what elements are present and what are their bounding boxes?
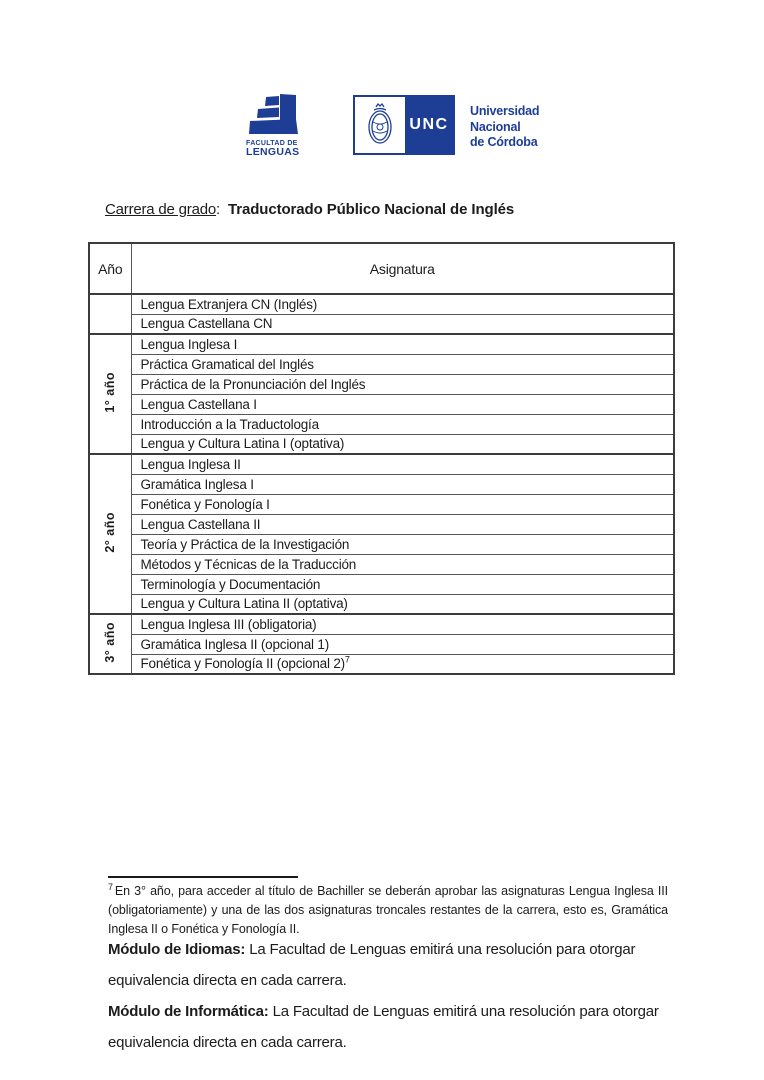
facultad-wordmark-line2: LENGUAS bbox=[246, 146, 300, 159]
modulo-informatica-label: Módulo de Informática: bbox=[108, 1003, 269, 1020]
modulo-idiomas-text: La Facultad de Lenguas emitirá una resolución para otorgar equivalencia directa en cada carrera. bbox=[108, 941, 636, 989]
table-row bbox=[89, 394, 674, 414]
asignatura-cell: Lengua Extranjera CN (Inglés) bbox=[131, 294, 674, 314]
table-row bbox=[89, 594, 674, 614]
facultad-de-lenguas-mark-icon bbox=[246, 94, 304, 138]
asignatura-cell bbox=[131, 654, 674, 674]
table-row bbox=[89, 494, 674, 514]
asignatura-cell: Gramática Inglesa I bbox=[131, 474, 674, 494]
footnote-separator-line bbox=[108, 876, 298, 878]
unc-acronym: UNC bbox=[409, 116, 449, 133]
table-row bbox=[89, 634, 674, 654]
title-label: Carrera de grado bbox=[105, 201, 217, 218]
asignatura-cell: Lengua y Cultura Latina II (optativa) bbox=[131, 594, 674, 614]
asignatura-cell: Introducción a la Traductología bbox=[131, 414, 674, 434]
unc-name-line2: Nacional bbox=[470, 119, 521, 134]
asignatura-cell: Lengua Inglesa I bbox=[131, 334, 674, 354]
year-cell-2 bbox=[89, 454, 131, 614]
facultad-wordmark-line1: FACULTAD DE bbox=[246, 140, 298, 147]
table-row bbox=[89, 334, 674, 354]
table-row bbox=[89, 354, 674, 374]
footnote-marker: 7 bbox=[108, 881, 113, 892]
asignatura-cell: Práctica de la Pronunciación del Inglés bbox=[131, 374, 674, 394]
table-row bbox=[89, 454, 674, 474]
unc-name-line3: de Córdoba bbox=[470, 135, 538, 149]
asignatura-cell: Lengua Inglesa III (obligatoria) bbox=[131, 614, 674, 634]
curriculum-table bbox=[88, 242, 675, 675]
unc-acronym-panel bbox=[405, 97, 453, 153]
asignatura-cell: Lengua Castellana II bbox=[131, 514, 674, 534]
table-row bbox=[89, 374, 674, 394]
unc-name-line1: Universidad bbox=[470, 104, 540, 118]
asignatura-text: Fonética y Fonología II (opcional 2) bbox=[140, 656, 345, 672]
table-row bbox=[89, 534, 674, 554]
footnote-reference: 7 bbox=[344, 654, 350, 665]
asignatura-cell: Práctica Gramatical del Inglés bbox=[131, 354, 674, 374]
facultad-de-lenguas-wordmark bbox=[246, 140, 312, 158]
title-colon: : bbox=[216, 201, 220, 218]
table-row bbox=[89, 474, 674, 494]
year-label-3: 3° año bbox=[103, 622, 118, 663]
year-cell-3 bbox=[89, 614, 131, 674]
modules-section bbox=[108, 934, 664, 1058]
asignatura-cell: Métodos y Técnicas de la Traducción bbox=[131, 554, 674, 574]
asignatura-cell: Terminología y Documentación bbox=[131, 574, 674, 594]
page-title bbox=[105, 201, 514, 218]
asignatura-cell: Lengua Inglesa II bbox=[131, 454, 674, 474]
modulo-idiomas-label: Módulo de Idiomas: bbox=[108, 941, 246, 958]
modulo-idiomas-paragraph bbox=[108, 934, 664, 996]
table-row bbox=[89, 434, 674, 454]
asignatura-cell: Fonética y Fonología I bbox=[131, 494, 674, 514]
table-row bbox=[89, 314, 674, 334]
asignatura-cell: Lengua y Cultura Latina I (optativa) bbox=[131, 434, 674, 454]
modulo-informatica-paragraph bbox=[108, 996, 664, 1058]
year-cell-cn bbox=[89, 294, 131, 334]
unc-name bbox=[470, 104, 539, 151]
facultad-de-lenguas-logo bbox=[246, 94, 312, 158]
title-value: Traductorado Público Nacional de Inglés bbox=[228, 201, 515, 218]
table-row bbox=[89, 294, 674, 314]
asignatura-cell: Lengua Castellana CN bbox=[131, 314, 674, 334]
year-label-2: 2° año bbox=[103, 512, 118, 553]
table-row bbox=[89, 554, 674, 574]
footnote-text bbox=[108, 882, 668, 939]
column-header-year: Año bbox=[89, 243, 131, 294]
unc-crest-icon bbox=[363, 102, 397, 148]
table-row bbox=[89, 614, 674, 634]
asignatura-cell: Teoría y Práctica de la Investigación bbox=[131, 534, 674, 554]
footnote-body: En 3° año, para acceder al título de Bachiller se deberán aprobar las asignaturas Lengua Inglesa III (obligatoriamente) y una de las dos asignaturas troncales restantes de la carrera, esto es, Gramática Inglesa II o Fonética y Fonología II. bbox=[108, 884, 668, 936]
unc-logo bbox=[353, 95, 455, 155]
column-header-subject: Asignatura bbox=[131, 243, 674, 294]
unc-crest-panel bbox=[355, 97, 405, 153]
year-cell-1 bbox=[89, 334, 131, 454]
table-row bbox=[89, 654, 674, 674]
asignatura-cell: Gramática Inglesa II (opcional 1) bbox=[131, 634, 674, 654]
year-label-1: 1° año bbox=[103, 372, 118, 413]
table-row bbox=[89, 514, 674, 534]
modulo-informatica-text: La Facultad de Lenguas emitirá una resolución para otorgar equivalencia directa en cada carrera. bbox=[108, 1003, 659, 1051]
table-row bbox=[89, 414, 674, 434]
table-header-row bbox=[89, 243, 674, 294]
table-row bbox=[89, 574, 674, 594]
asignatura-cell: Lengua Castellana I bbox=[131, 394, 674, 414]
